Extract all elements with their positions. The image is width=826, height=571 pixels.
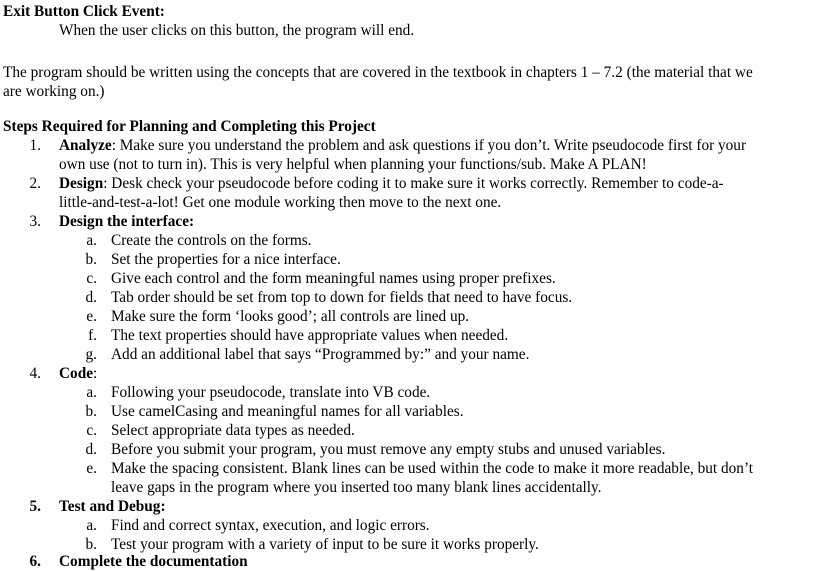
sub-item-text: The text properties should have appropriate values when needed. (111, 327, 509, 344)
sub-item-text: Create the controls on the forms. (111, 232, 312, 249)
step-number: 1. (29, 137, 41, 154)
step-label: Test and Debug: (59, 498, 166, 515)
sub-item-letter: b. (85, 251, 97, 268)
sub-item-text: Before you submit your program, you must remove any empty stubs and unused variables. (111, 441, 666, 458)
sub-item-text: Find and correct syntax, execution, and logic errors. (111, 517, 430, 534)
step-text: : Desk check your pseudocode before coding it to make sure it works correctly. Remember to code-a- (103, 175, 724, 192)
step-label: Code (59, 365, 93, 382)
step-label: Design (59, 175, 104, 192)
sub-item-letter: b. (85, 403, 97, 420)
step-number: 6. (29, 553, 41, 570)
sub-item-letter: g. (85, 346, 97, 363)
sub-item-letter: c. (86, 270, 97, 287)
sub-item-letter: b. (85, 536, 97, 553)
sub-item-letter: e. (86, 308, 97, 325)
sub-item-text: Select appropriate data types as needed. (111, 422, 355, 439)
sub-item-text-continued: leave gaps in the program where you inserted too many blank lines accidentally. (111, 479, 602, 496)
steps-heading: Steps Required for Planning and Completing this Project (3, 118, 376, 135)
step-label: Complete the documentation (59, 553, 248, 570)
sub-item-letter: d. (85, 289, 97, 306)
sub-item-text: Make sure the form ‘looks good’; all controls are lined up. (111, 308, 470, 325)
sub-item-text: Set the properties for a nice interface. (111, 251, 341, 268)
step-label: Design the interface: (59, 213, 195, 230)
sub-item-letter: c. (86, 422, 97, 439)
sub-item-text: Test your program with a variety of input to be sure it works properly. (111, 536, 539, 553)
step-number: 2. (29, 175, 41, 192)
intro-line-2: are working on.) (3, 83, 105, 100)
step-label-suffix: : (93, 365, 98, 382)
sub-item-text: Use camelCasing and meaningful names for all variables. (111, 403, 464, 420)
sub-item-text: Following your pseudocode, translate into VB code. (111, 384, 431, 401)
step-text-continued: own use (not to turn in). This is very helpful when planning your functions/sub. Make A PLAN! (59, 156, 647, 173)
sub-item-text: Tab order should be set from top to down for fields that need to have focus. (111, 289, 573, 306)
exit-section-heading: Exit Button Click Event: (3, 3, 165, 20)
exit-section-body: When the user clicks on this button, the program will end. (59, 22, 415, 39)
step-number: 4. (29, 365, 41, 382)
step-label: Analyze (59, 137, 112, 154)
sub-item-letter: a. (86, 517, 97, 534)
sub-item-text: Make the spacing consistent. Blank lines can be used within the code to make it more readable, but don’t (111, 460, 754, 477)
step-number: 5. (29, 498, 41, 515)
step-number: 3. (29, 213, 41, 230)
sub-item-letter: d. (85, 441, 97, 458)
step-text-continued: little-and-test-a-lot! Get one module working then move to the next one. (59, 194, 502, 211)
sub-item-letter: a. (86, 384, 97, 401)
sub-item-text: Give each control and the form meaningful names using proper prefixes. (111, 270, 556, 287)
sub-item-letter: e. (86, 460, 97, 477)
sub-item-letter: f. (88, 327, 97, 344)
sub-item-letter: a. (86, 232, 97, 249)
intro-line-1: The program should be written using the concepts that are covered in the textbook in chapters 1 – 7.2 (the material that we (3, 64, 753, 81)
step-text: : Make sure you understand the problem and ask questions if you don’t. Write pseudocode first for your (111, 137, 747, 154)
sub-item-text: Add an additional label that says “Programmed by:” and your name. (111, 346, 530, 363)
